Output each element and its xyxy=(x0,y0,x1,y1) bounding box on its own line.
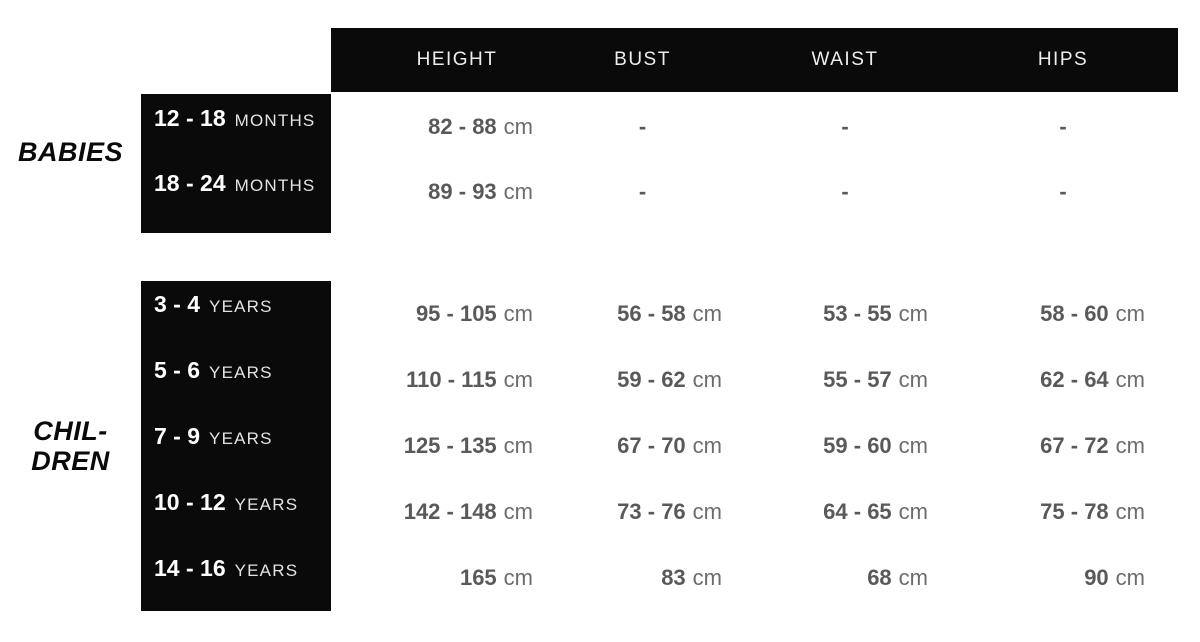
value: 55 - 57 xyxy=(823,367,892,392)
value: 67 - 72 xyxy=(1040,433,1109,458)
age-row-5-6-years xyxy=(141,347,331,413)
unit: cm xyxy=(503,433,533,458)
cell-hips xyxy=(948,281,1178,347)
cell-waist xyxy=(742,281,948,347)
cell-bust-empty xyxy=(543,159,742,224)
value: 75 - 78 xyxy=(1040,499,1109,524)
age-unit: YEARS xyxy=(234,494,299,514)
cell-bust-empty xyxy=(543,94,742,159)
value: 68 xyxy=(867,565,892,590)
age-row-3-4-years xyxy=(141,281,331,347)
cell-hips xyxy=(948,347,1178,413)
dash: - xyxy=(638,178,647,204)
value: 95 - 105 xyxy=(415,301,497,326)
column-header-bust-label: BUST xyxy=(614,49,671,70)
age-unit: YEARS xyxy=(209,362,273,382)
cell-waist-empty xyxy=(742,94,948,159)
unit: cm xyxy=(503,367,533,392)
unit: cm xyxy=(503,499,533,524)
age-row-10-12-years xyxy=(141,479,331,545)
cell-height xyxy=(331,413,543,479)
group-label-babies-line: BABIES xyxy=(17,136,123,167)
unit: cm xyxy=(898,301,928,326)
dash: - xyxy=(1059,178,1067,204)
value: 82 - 88 xyxy=(428,113,497,139)
value: 83 xyxy=(661,565,686,590)
cell-bust xyxy=(543,545,742,611)
age-range: 18 - 24 xyxy=(154,170,226,196)
age-row-14-16-years xyxy=(141,545,331,611)
cell-height xyxy=(331,545,543,611)
cell-hips xyxy=(948,413,1178,479)
column-header-waist-label: WAIST xyxy=(811,49,879,70)
column-header-hips-label: HIPS xyxy=(1037,49,1089,70)
dash: - xyxy=(841,113,849,139)
value: 59 - 60 xyxy=(823,433,892,458)
age-range: 14 - 16 xyxy=(154,554,226,581)
column-header-bust xyxy=(543,28,742,92)
unit: cm xyxy=(503,565,533,590)
value: 165 xyxy=(459,565,497,590)
unit: cm xyxy=(503,113,533,139)
age-unit: YEARS xyxy=(209,428,273,448)
age-range: 3 - 4 xyxy=(154,290,201,317)
cell-height xyxy=(331,347,543,413)
column-header-height-label: HEIGHT xyxy=(416,49,498,70)
value: 67 - 70 xyxy=(617,433,686,458)
size-table xyxy=(0,28,1200,611)
unit: cm xyxy=(898,565,928,590)
unit: cm xyxy=(503,301,533,326)
unit: cm xyxy=(692,367,722,392)
unit: cm xyxy=(503,178,533,204)
unit: cm xyxy=(692,565,722,590)
dash: - xyxy=(638,113,647,139)
dash: - xyxy=(841,178,849,204)
cell-waist xyxy=(742,413,948,479)
babies-box-filler xyxy=(141,224,331,233)
cell-waist xyxy=(742,545,948,611)
cell-waist xyxy=(742,347,948,413)
value: 142 - 148 xyxy=(403,499,497,524)
unit: cm xyxy=(898,499,928,524)
value: 58 - 60 xyxy=(1040,301,1109,326)
cell-height xyxy=(331,281,543,347)
cell-height xyxy=(331,159,543,224)
age-unit: MONTHS xyxy=(234,111,316,130)
unit: cm xyxy=(692,301,722,326)
unit: cm xyxy=(898,367,928,392)
group-label-children-line-1: CHIL- xyxy=(33,415,108,446)
cell-hips-empty xyxy=(948,94,1178,159)
value: 90 xyxy=(1084,565,1109,590)
unit: cm xyxy=(1115,301,1145,326)
value: 62 - 64 xyxy=(1040,367,1109,392)
value: 89 - 93 xyxy=(428,178,497,204)
unit: cm xyxy=(692,433,722,458)
age-unit: YEARS xyxy=(209,296,273,316)
age-row-12-18-months xyxy=(141,94,331,159)
column-header-hips xyxy=(948,28,1178,92)
cell-bust xyxy=(543,281,742,347)
unit: cm xyxy=(898,433,928,458)
cell-waist xyxy=(742,479,948,545)
unit: cm xyxy=(692,499,722,524)
age-row-18-24-months xyxy=(141,159,331,224)
cell-height xyxy=(331,479,543,545)
dash: - xyxy=(1059,113,1067,139)
cell-bust xyxy=(543,479,742,545)
cell-height xyxy=(331,94,543,159)
age-row-7-9-years xyxy=(141,413,331,479)
value: 53 - 55 xyxy=(823,301,892,326)
value: 73 - 76 xyxy=(617,499,686,524)
age-range: 10 - 12 xyxy=(154,488,226,515)
unit: cm xyxy=(1115,367,1145,392)
value: 59 - 62 xyxy=(617,367,686,392)
cell-hips-empty xyxy=(948,159,1178,224)
cell-hips xyxy=(948,479,1178,545)
unit: cm xyxy=(1115,565,1145,590)
age-unit: YEARS xyxy=(234,560,299,580)
column-header-height xyxy=(331,28,543,92)
age-unit: MONTHS xyxy=(234,176,316,195)
group-label-children-line-2: DREN xyxy=(31,446,110,476)
value: 64 - 65 xyxy=(823,499,892,524)
value: 125 - 135 xyxy=(403,433,497,458)
cell-bust xyxy=(543,413,742,479)
unit: cm xyxy=(1115,499,1145,524)
age-range: 12 - 18 xyxy=(154,105,226,131)
cell-waist-empty xyxy=(742,159,948,224)
cell-bust xyxy=(543,347,742,413)
group-label-babies xyxy=(0,87,141,217)
age-range: 5 - 6 xyxy=(154,356,201,383)
value: 110 - 115 xyxy=(406,367,497,392)
unit: cm xyxy=(1115,433,1145,458)
age-range: 7 - 9 xyxy=(154,422,201,449)
group-label-children xyxy=(0,413,141,479)
column-header-waist xyxy=(742,28,948,92)
cell-hips xyxy=(948,545,1178,611)
value: 56 - 58 xyxy=(617,301,686,326)
